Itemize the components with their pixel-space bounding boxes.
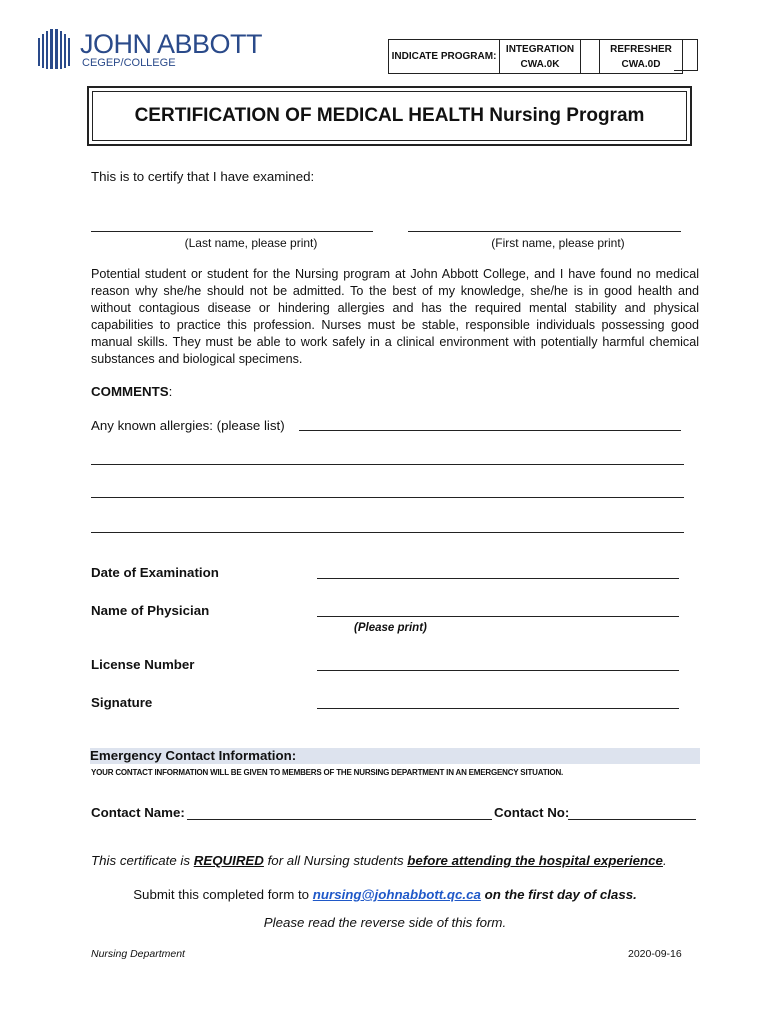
emergency-heading: Emergency Contact Information:: [90, 748, 700, 764]
footer-date: 2020-09-16: [628, 948, 682, 960]
physician-name-label: Name of Physician: [91, 603, 210, 618]
first-name-caption: (First name, please print): [491, 236, 625, 250]
emergency-note: YOUR CONTACT INFORMATION WILL BE GIVEN TO MEMBERS OF THE NURSING DEPARTMENT IN AN EMERGENCY SITUATION.: [91, 768, 564, 777]
integration-label: INTEGRATION: [505, 43, 575, 55]
license-number-field[interactable]: [317, 670, 679, 671]
page-title: CERTIFICATION OF MEDICAL HEALTH Nursing Program: [92, 91, 687, 141]
integration-code: CWA.0K: [520, 58, 560, 70]
integration-checkbox[interactable]: [581, 40, 600, 74]
last-name-field[interactable]: [91, 231, 373, 232]
comment-line-3[interactable]: [91, 532, 684, 533]
before-hospital-emphasis: before attending the hospital experience: [407, 853, 663, 868]
last-name-caption: (Last name, please print): [184, 236, 318, 250]
contact-number-label: Contact No:: [494, 805, 570, 820]
reverse-side-note: Please read the reverse side of this form.: [263, 915, 507, 930]
refresher-code: CWA.0D: [621, 58, 661, 70]
requirement-end: .: [662, 853, 667, 868]
date-of-examination-field[interactable]: [317, 578, 679, 579]
logo-name: JOHN ABBOTT: [80, 29, 263, 59]
refresher-label: REFRESHER: [610, 43, 672, 55]
footer-department: Nursing Department: [91, 948, 185, 960]
comment-line-2[interactable]: [91, 497, 684, 498]
requirement-note: [91, 853, 711, 868]
please-print-caption: (Please print): [354, 622, 427, 634]
submit-instruction: [0, 887, 770, 902]
certification-paragraph: Potential student or student for the Nursing program at John Abbott College, and I have found no medical reason why she/he should not be admitted. To the best of my knowledge, she/he is in good health and without contagious disease or hindering allergies and has the required mental stability and physical capabilities to practice this profession. Nurses must be stable, responsible individuals possessing good manual skills. They must be able to work safely in a clinical environment with potentially harmful chemical substances and biological specimens.: [91, 267, 699, 366]
comment-line-1[interactable]: [91, 464, 684, 465]
refresher-checkbox[interactable]: [674, 39, 698, 71]
comments-label: COMMENTS: [91, 384, 169, 399]
comments-heading: [91, 383, 172, 400]
comments-colon: :: [168, 384, 173, 399]
physician-name-field[interactable]: [317, 616, 679, 617]
requirement-text-1: This certificate is: [91, 853, 194, 868]
submit-text-2: on the first day of class.: [480, 887, 637, 902]
submit-text-1: Submit this completed form to: [133, 887, 313, 902]
required-emphasis: REQUIRED: [193, 853, 264, 868]
nursing-email-link[interactable]: nursing@johnabbott.qc.ca: [312, 887, 481, 902]
intro-text: This is to certify that I have examined:: [91, 169, 315, 184]
date-of-examination-label: Date of Examination: [91, 565, 219, 580]
requirement-text-2: for all Nursing students: [263, 853, 408, 868]
john-abbott-logo-mark-icon: [36, 28, 76, 72]
license-number-label: License Number: [91, 657, 195, 672]
contact-name-field[interactable]: [187, 819, 492, 820]
allergies-field[interactable]: [299, 430, 681, 431]
allergies-label: Any known allergies: (please list): [91, 418, 285, 433]
integration-option: [500, 40, 581, 74]
program-label: INDICATE PROGRAM:: [389, 40, 500, 74]
signature-label: Signature: [91, 695, 153, 710]
refresher-option: [600, 40, 683, 74]
logo-subtitle: CEGEP/COLLEGE: [82, 57, 176, 69]
title-box: [87, 86, 692, 146]
first-name-field[interactable]: [408, 231, 681, 232]
contact-number-field[interactable]: [568, 819, 696, 820]
contact-name-label: Contact Name:: [91, 805, 185, 820]
program-table: [388, 39, 683, 74]
signature-field[interactable]: [317, 708, 679, 709]
